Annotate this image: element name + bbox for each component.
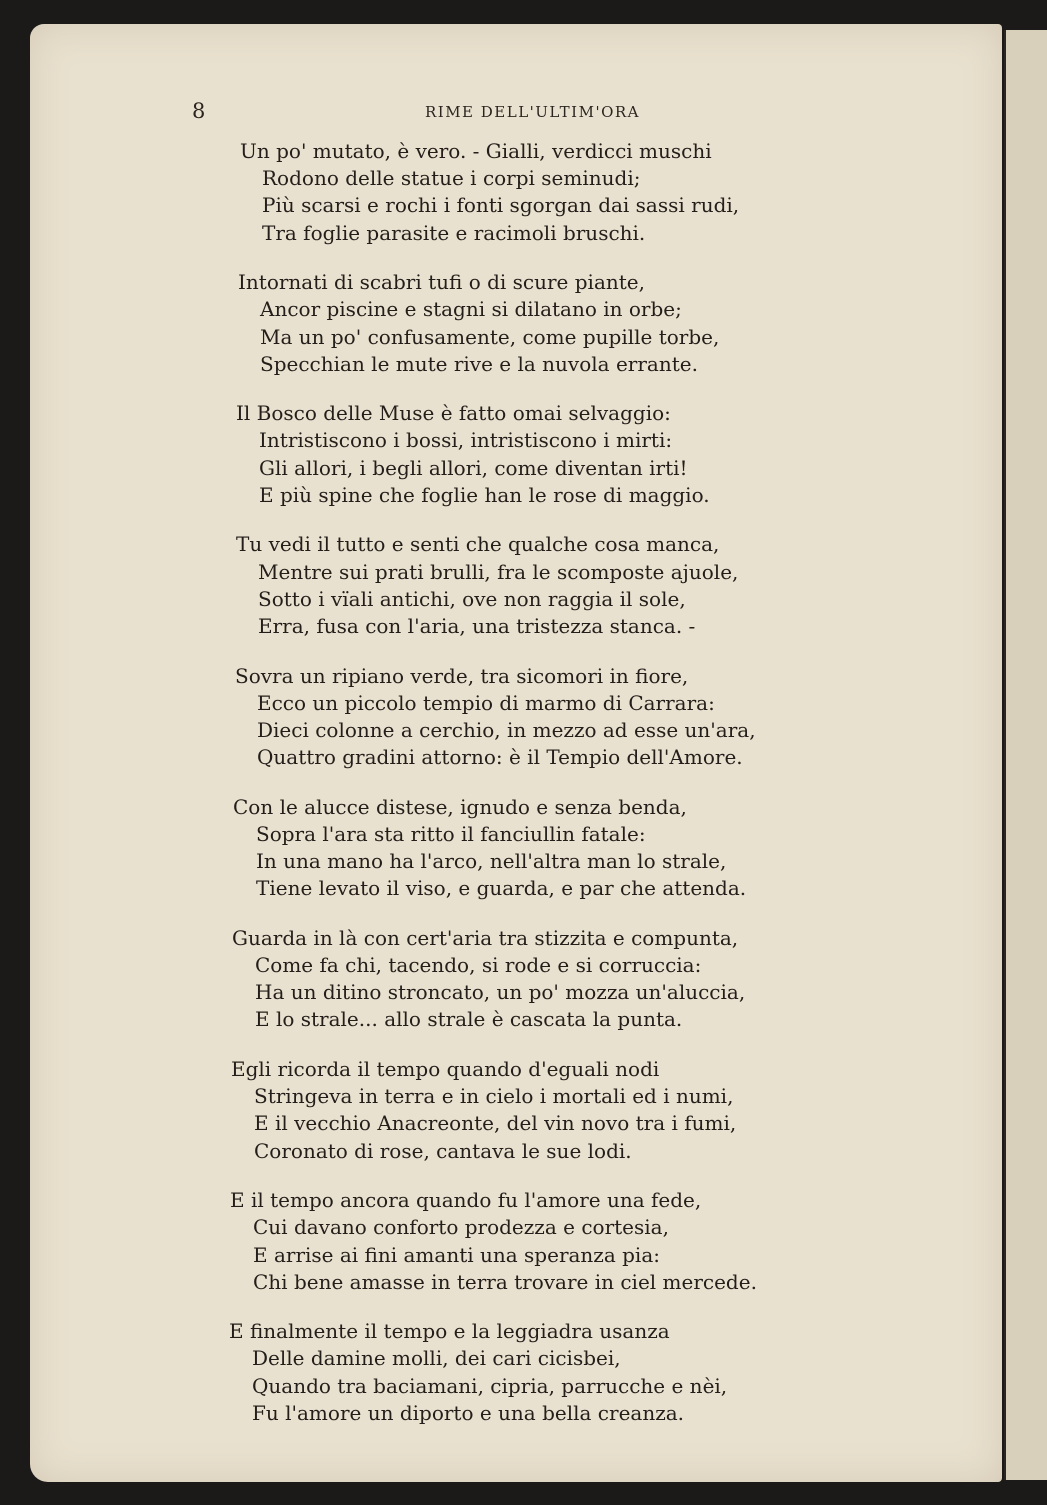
stanza bbox=[0, 1187, 1047, 1296]
verse-line: E finalmente il tempo e la leggiadra usanza bbox=[229, 1319, 670, 1344]
stanza bbox=[0, 1056, 1047, 1165]
stanza bbox=[0, 1318, 1047, 1427]
verse-line: Erra, fusa con l'aria, una tristezza stanca. - bbox=[258, 613, 696, 638]
verse-line: In una mano ha l'arco, nell'altra man lo strale, bbox=[256, 849, 727, 874]
page-number: 8 bbox=[192, 99, 206, 123]
verse-line: E arrise ai fini amanti una speranza pia: bbox=[253, 1242, 660, 1267]
verse-line: Quando tra baciamani, cipria, parrucche e nèi, bbox=[252, 1373, 728, 1398]
verse-line: E il tempo ancora quando fu l'amore una fede, bbox=[230, 1188, 702, 1213]
stanza bbox=[0, 531, 1047, 640]
verse-line: Con le alucce distese, ignudo e senza benda, bbox=[233, 794, 687, 819]
verse-line: Ha un ditino stroncato, un po' mozza un'aluccia, bbox=[255, 980, 746, 1005]
poem-body bbox=[0, 138, 1047, 1449]
verse-line: Guarda in là con cert'aria tra stizzita e compunta, bbox=[232, 925, 739, 950]
verse-line: Coronato di rose, cantava le sue lodi. bbox=[254, 1138, 632, 1163]
verse-line: Sopra l'ara sta ritto il fanciullin fatale: bbox=[256, 821, 646, 846]
verse-line: Intornati di scabri tufi o di scure piante, bbox=[238, 270, 645, 295]
verse-line: Cui davano conforto prodezza e cortesia, bbox=[253, 1215, 669, 1240]
stanza bbox=[0, 138, 1047, 247]
verse-line: Tu vedi il tutto e senti che qualche cosa manca, bbox=[236, 532, 720, 557]
verse-line: Un po' mutato, è vero. - Gialli, verdicci muschi bbox=[240, 139, 712, 163]
verse-line: Intristiscono i bossi, intristiscono i mirti: bbox=[259, 428, 673, 453]
verse-line: Tiene levato il viso, e guarda, e par che attenda. bbox=[256, 876, 747, 901]
stanza bbox=[0, 663, 1047, 772]
verse-line: Gli allori, i begli allori, come diventan irti! bbox=[259, 455, 688, 480]
verse-line: Ancor piscine e stagni si dilatano in orbe; bbox=[260, 297, 682, 322]
verse-line: Mentre sui prati brulli, fra le scomposte ajuole, bbox=[258, 559, 739, 584]
running-title: RIME DELL'ULTIM'ORA bbox=[424, 103, 641, 121]
verse-line: Delle damine molli, dei cari cicisbei, bbox=[252, 1346, 621, 1371]
verse-line: Tra foglie parasite e racimoli bruschi. bbox=[262, 220, 646, 245]
stanza bbox=[0, 400, 1047, 509]
verse-line: Come fa chi, tacendo, si rode e si corruccia: bbox=[255, 953, 702, 978]
verse-line: E il vecchio Anacreonte, del vin novo tra i fumi, bbox=[254, 1111, 737, 1136]
verse-line: Fu l'amore un diporto e una bella creanza. bbox=[252, 1400, 685, 1425]
verse-line: Dieci colonne a cerchio, in mezzo ad esse un'ara, bbox=[257, 717, 756, 742]
verse-line: Rodono delle statue i corpi seminudi; bbox=[262, 166, 641, 191]
stanza bbox=[0, 925, 1047, 1034]
verse-line: Quattro gradini attorno: è il Tempio dell'Amore. bbox=[257, 745, 743, 770]
verse-line: E più spine che foglie han le rose di maggio. bbox=[259, 482, 710, 507]
verse-line: Ecco un piccolo tempio di marmo di Carrara: bbox=[257, 690, 715, 715]
verse-line: Ma un po' confusamente, come pupille torbe, bbox=[260, 324, 720, 349]
verse-line: Sotto i vïali antichi, ove non raggia il sole, bbox=[258, 586, 686, 611]
verse-line: Sovra un ripiano verde, tra sicomori in fiore, bbox=[235, 663, 689, 688]
stanza bbox=[0, 794, 1047, 903]
verse-line: Stringeva in terra e in cielo i mortali ed i numi, bbox=[254, 1084, 734, 1109]
verse-line: Specchian le mute rive e la nuvola errante. bbox=[260, 351, 698, 376]
verse-line: Il Bosco delle Muse è fatto omai selvaggio: bbox=[236, 401, 671, 426]
verse-line: Più scarsi e rochi i fonti sgorgan dai sassi rudi, bbox=[262, 193, 740, 218]
verse-line: Chi bene amasse in terra trovare in ciel mercede. bbox=[253, 1269, 757, 1294]
verse-line: Egli ricorda il tempo quando d'eguali nodi bbox=[231, 1056, 660, 1081]
stanza bbox=[0, 269, 1047, 378]
verse-line: E lo strale... allo strale è cascata la punta. bbox=[255, 1007, 683, 1032]
